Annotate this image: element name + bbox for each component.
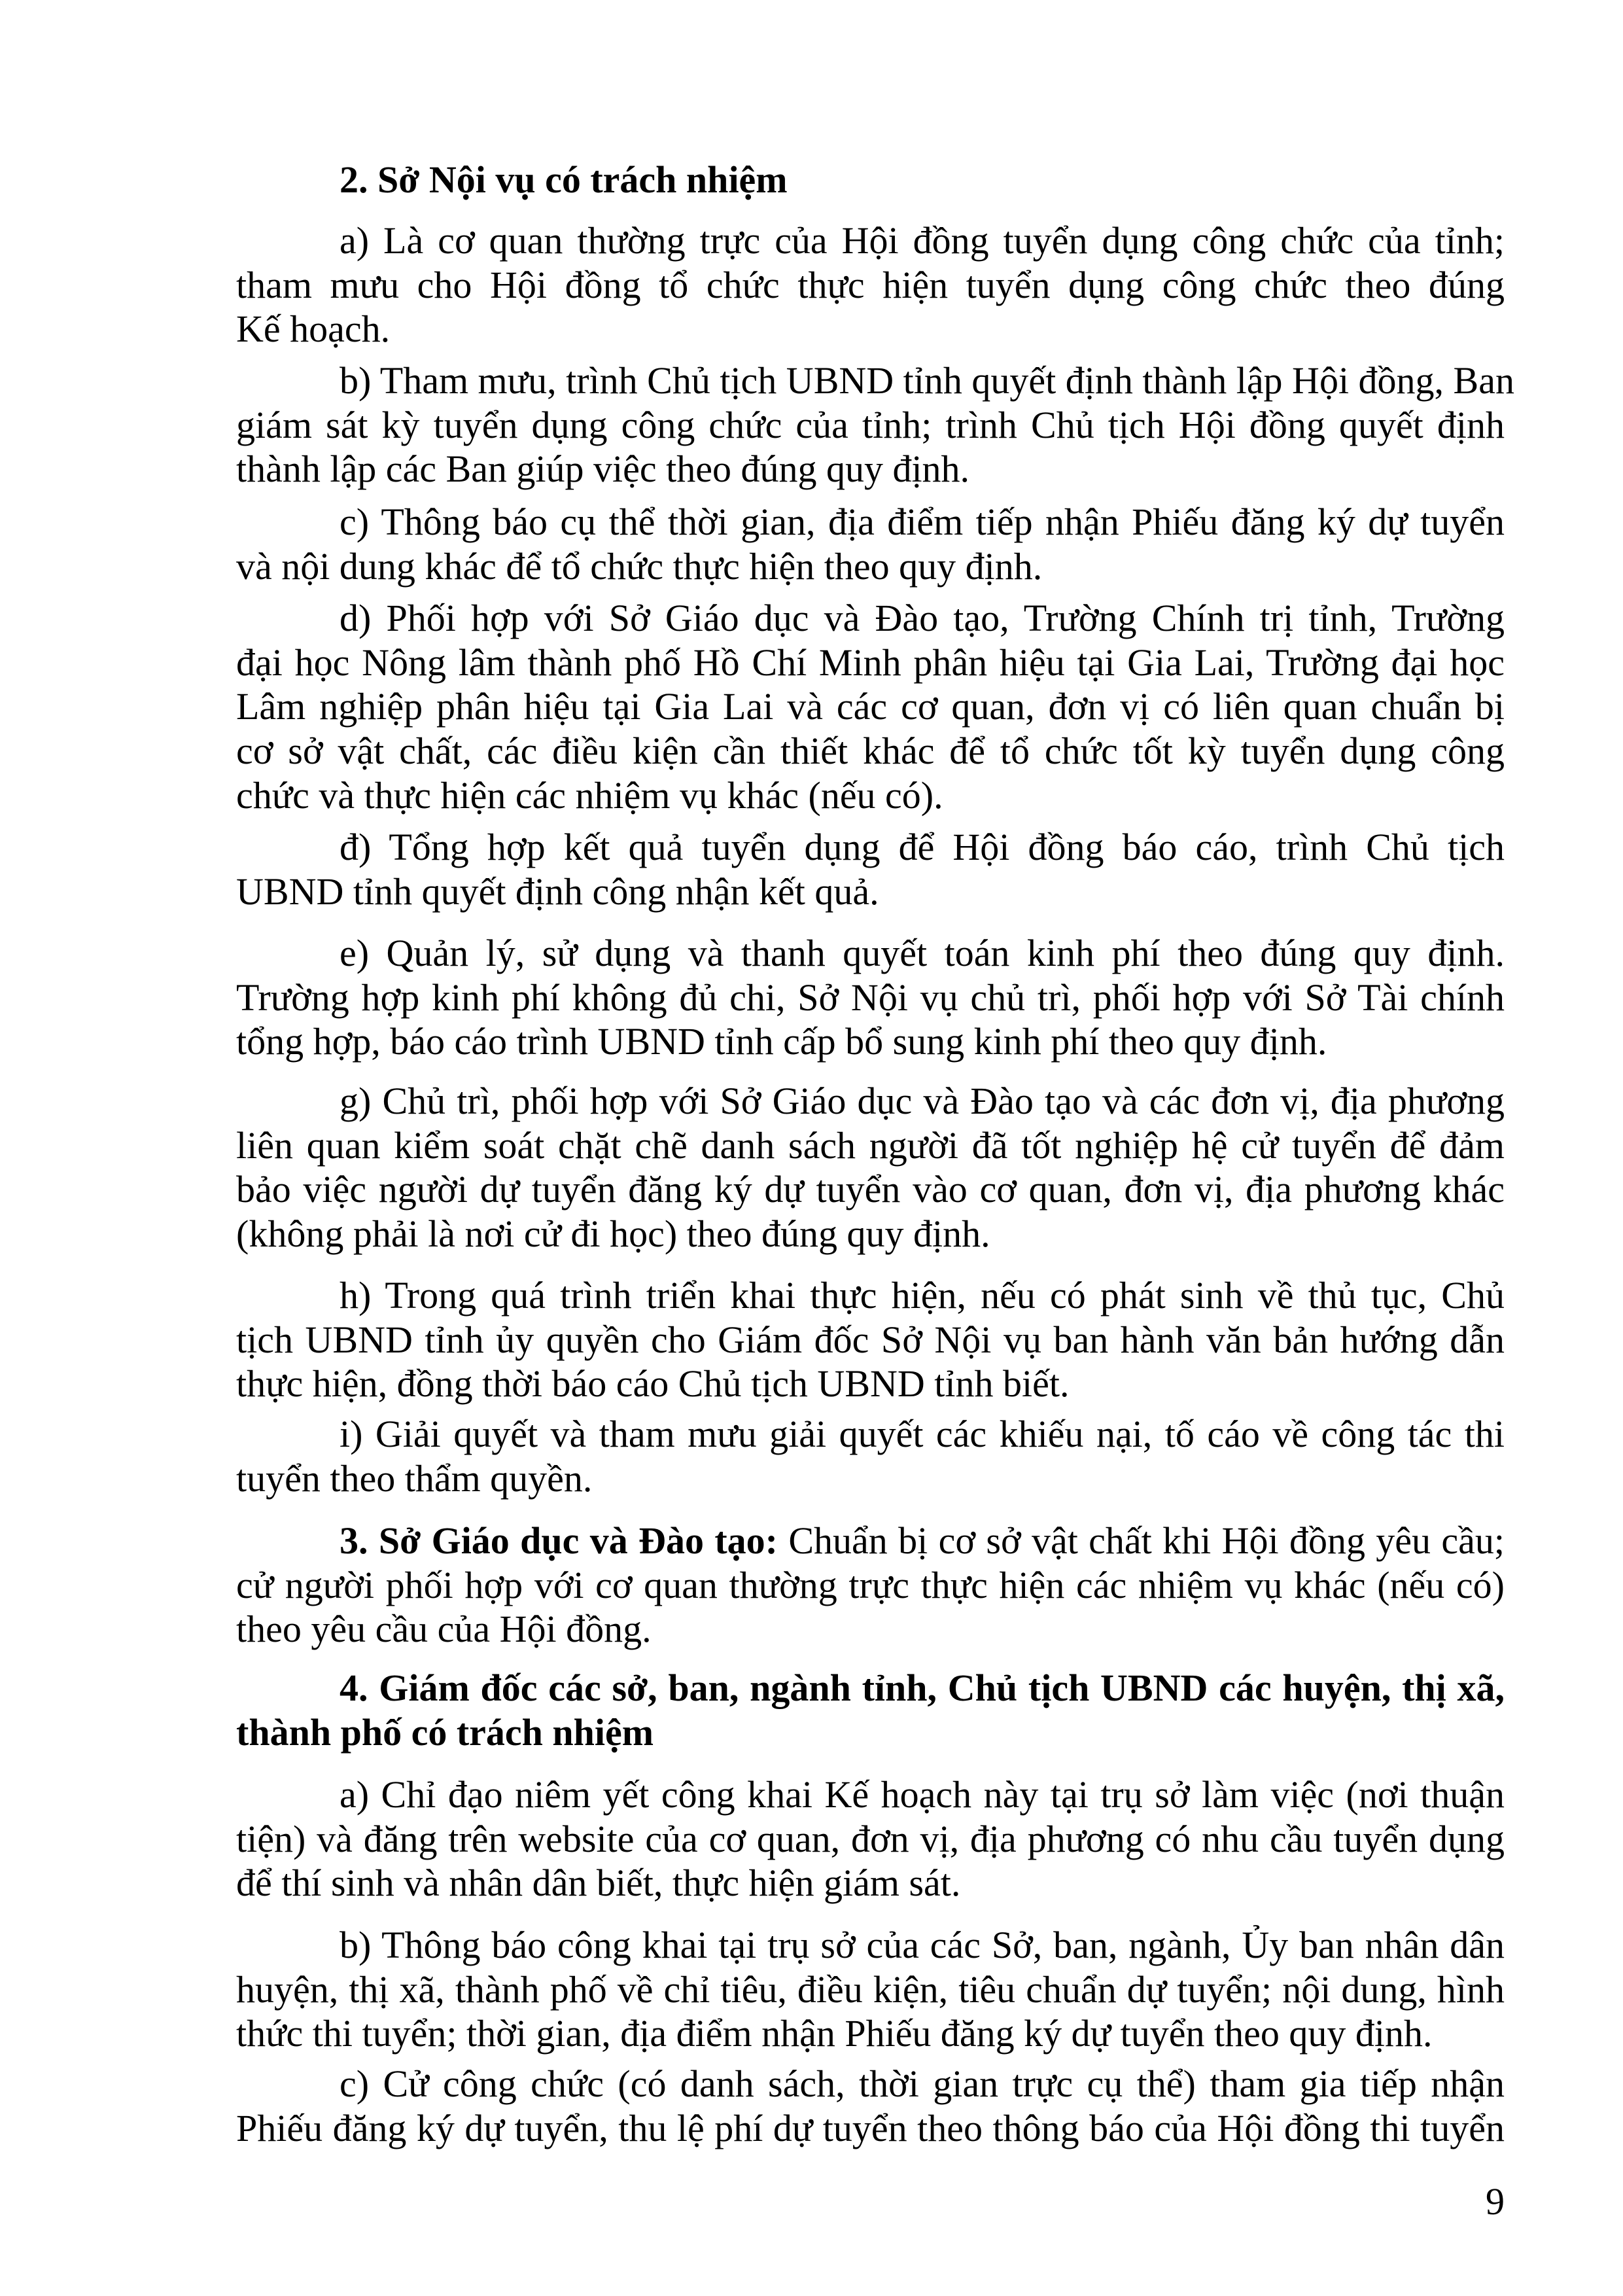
text-line: Lâm nghiệp phân hiệu tại Gia Lai và các cơ quan, đơn vị có liên quan chuẩn bị <box>236 685 1505 728</box>
paragraph-2g <box>236 1079 1505 1256</box>
text-line: tổng hợp, báo cáo trình UBND tỉnh cấp bổ sung kinh phí theo quy định. <box>236 1020 1327 1063</box>
text-line: b) Tham mưu, trình Chủ tịch UBND tỉnh quyết định thành lập Hội đồng, Ban <box>340 359 1514 402</box>
text-line: thức thi tuyển; thời gian, địa điểm nhận Phiếu đăng ký dự tuyển theo quy định. <box>236 2012 1433 2055</box>
text-line: UBND tỉnh quyết định công nhận kết quả. <box>236 870 879 913</box>
paragraph-3 <box>236 1519 1505 1651</box>
text-line: thành lập các Ban giúp việc theo đúng quy định. <box>236 448 970 491</box>
text-line: đ) Tổng hợp kết quả tuyển dụng để Hội đồng báo cáo, trình Chủ tịch <box>340 826 1505 868</box>
heading-line: 2. Sở Nội vụ có trách nhiệm <box>340 158 788 201</box>
text-line: cơ sở vật chất, các điều kiện cần thiết khác để tổ chức tốt kỳ tuyển dụng công <box>236 730 1505 773</box>
heading-line: 4. Giám đốc các sở, ban, ngành tỉnh, Chủ tịch UBND các huyện, thị xã, <box>340 1667 1505 1709</box>
section-heading-4 <box>236 1666 1505 1754</box>
paragraph-4b <box>236 1923 1505 2056</box>
text-line: Kế hoạch. <box>236 308 391 351</box>
section-heading-3: 3. Sở Giáo dục và Đào tạo: <box>340 1519 778 1562</box>
paragraph-2h <box>236 1273 1505 1406</box>
paragraph-4a <box>236 1773 1505 1905</box>
paragraph-2i <box>236 1412 1505 1500</box>
text-line: g) Chủ trì, phối hợp với Sở Giáo dục và Đào tạo và các đơn vị, địa phương <box>340 1080 1505 1122</box>
text-line: thực hiện, đồng thời báo cáo Chủ tịch UBND tỉnh biết. <box>236 1362 1070 1405</box>
page-number: 9 <box>1486 2180 1505 2223</box>
text-line: tham mưu cho Hội đồng tổ chức thực hiện tuyển dụng công chức theo đúng <box>236 263 1505 306</box>
section-heading-2 <box>236 158 1505 202</box>
paragraph-2b <box>236 359 1514 491</box>
text-line: theo yêu cầu của Hội đồng. <box>236 1608 652 1651</box>
text-run: Chuẩn bị cơ sở vật chất khi Hội đồng yêu cầu; <box>778 1519 1505 1562</box>
text-line: huyện, thị xã, thành phố về chỉ tiêu, điều kiện, tiêu chuẩn dự tuyển; nội dung, hình <box>236 1968 1505 2011</box>
text-line: a) Chỉ đạo niêm yết công khai Kế hoạch này tại trụ sở làm việc (nơi thuận <box>340 1773 1505 1816</box>
text-line: liên quan kiểm soát chặt chẽ danh sách người đã tốt nghiệp hệ cử tuyển để đảm <box>236 1123 1505 1167</box>
paragraph-2d <box>236 596 1505 818</box>
paragraph-2e <box>236 931 1505 1064</box>
text-line <box>236 1519 1505 1563</box>
text-line: d) Phối hợp với Sở Giáo dục và Đào tạo, Trường Chính trị tỉnh, Trường <box>340 597 1505 639</box>
text-line: (không phải là nơi cử đi học) theo đúng quy định. <box>236 1212 990 1256</box>
text-line: a) Là cơ quan thường trực của Hội đồng tuyển dụng công chức của tỉnh; <box>340 219 1505 262</box>
text-line: giám sát kỳ tuyển dụng công chức của tỉnh; trình Chủ tịch Hội đồng quyết định <box>236 403 1505 446</box>
text-line: c) Thông báo cụ thể thời gian, địa điểm tiếp nhận Phiếu đăng ký dự tuyển <box>340 501 1505 543</box>
text-line: b) Thông báo công khai tại trụ sở của các Sở, ban, ngành, Ủy ban nhân dân <box>340 1924 1505 1966</box>
paragraph-2a <box>236 219 1505 351</box>
text-line: chức và thực hiện các nhiệm vụ khác (nếu có). <box>236 773 943 817</box>
text-line: tuyển theo thẩm quyền. <box>236 1457 593 1500</box>
text-line: để thí sinh và nhân dân biết, thực hiện giám sát. <box>236 1862 961 1905</box>
text-line: c) Cử công chức (có danh sách, thời gian trực cụ thể) tham gia tiếp nhận <box>340 2062 1505 2105</box>
text-line: cử người phối hợp với cơ quan thường trực thực hiện các nhiệm vụ khác (nếu có) <box>236 1563 1505 1606</box>
text-line: bảo việc người dự tuyển đăng ký dự tuyển vào cơ quan, đơn vị, địa phương khác <box>236 1168 1505 1211</box>
text-line: i) Giải quyết và tham mưu giải quyết các khiếu nại, tố cáo về công tác thi <box>340 1413 1505 1455</box>
text-line: Trường hợp kinh phí không đủ chi, Sở Nội vụ chủ trì, phối hợp với Sở Tài chính <box>236 976 1505 1019</box>
text-line: h) Trong quá trình triển khai thực hiện, nếu có phát sinh về thủ tục, Chủ <box>340 1274 1505 1316</box>
text-line: tiện) và đăng trên website của cơ quan, đơn vị, địa phương có nhu cầu tuyển dụng <box>236 1817 1505 1860</box>
text-line: và nội dung khác để tổ chức thực hiện theo quy định. <box>236 544 1043 588</box>
text-line: Phiếu đăng ký dự tuyển, thu lệ phí dự tuyển theo thông báo của Hội đồng thi tuyển <box>236 2106 1505 2149</box>
text-line: tịch UBND tỉnh ủy quyền cho Giám đốc Sở Nội vụ ban hành văn bản hướng dẫn <box>236 1318 1505 1361</box>
paragraph-2dd <box>236 825 1505 913</box>
paragraph-2c <box>236 500 1505 588</box>
paragraph-4c <box>236 2062 1505 2150</box>
text-line: e) Quản lý, sử dụng và thanh quyết toán kinh phí theo đúng quy định. <box>340 932 1505 974</box>
text-line: đại học Nông lâm thành phố Hồ Chí Minh phân hiệu tại Gia Lai, Trường đại học <box>236 641 1505 684</box>
heading-line: thành phố có trách nhiệm <box>236 1710 654 1754</box>
